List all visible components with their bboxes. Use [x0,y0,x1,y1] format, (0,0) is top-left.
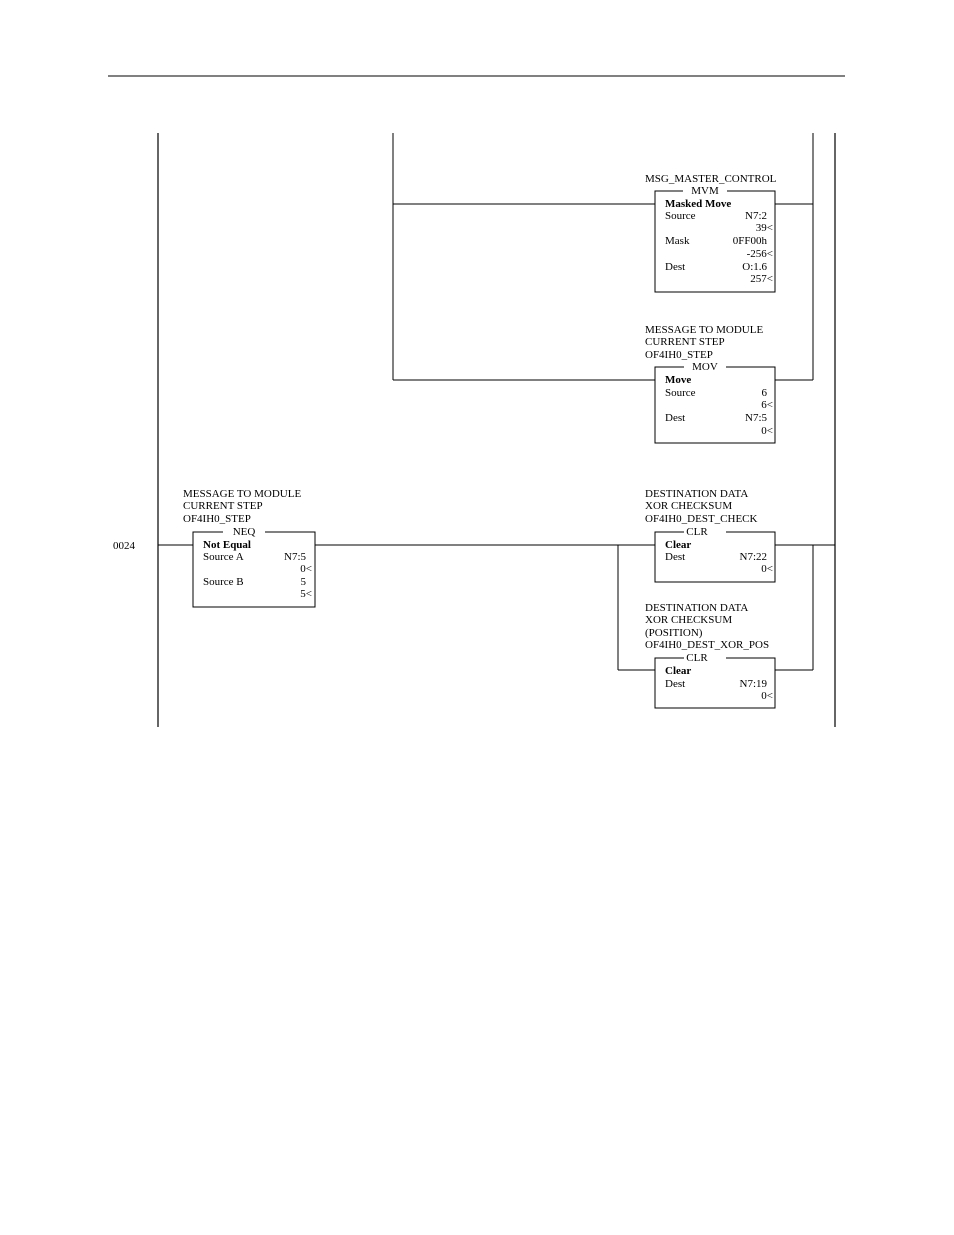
mvm-dest-address: O:1.6 [742,261,767,273]
clr2-description-line-2: XOR CHECKSUM [645,614,733,626]
clr2-dest-address: N7:19 [739,678,767,690]
mov-source-label: Source [665,387,696,399]
clr2-mnemonic: CLR [686,652,708,664]
clr1-dest-value: 0< [761,563,773,575]
mvm-instruction-block[interactable] [645,173,777,292]
neq-mnemonic: NEQ [232,526,256,538]
rung-number: 0024 [113,540,135,552]
clr1-description-line-2: XOR CHECKSUM [645,500,733,512]
neq-tag: OF4IH0_STEP [183,513,251,525]
mvm-mask-value: -256< [746,248,773,260]
mov-dest-address: N7:5 [745,412,767,424]
clr1-mnemonic: CLR [686,526,708,538]
mvm-mask-address: 0FF00h [732,235,767,247]
mov-description-line-2: CURRENT STEP [645,336,725,348]
mov-source-value: 6< [761,399,773,411]
neq-source-a-value: 0< [300,563,312,575]
mov-dest-label: Dest [665,412,686,424]
mov-dest-value: 0< [761,425,773,437]
neq-source-b-label: Source B [203,576,244,588]
clr-dest-check-block[interactable] [645,488,775,582]
mvm-dest-label: Dest [665,261,686,273]
neq-title: Not Equal [203,539,251,551]
neq-source-a-address: N7:5 [284,551,306,563]
mov-title: Move [665,374,692,386]
mov-tag: OF4IH0_STEP [645,349,713,361]
neq-description-line-1: MESSAGE TO MODULE [183,488,302,500]
mov-source-address: 6 [761,387,767,399]
clr1-description-line-1: DESTINATION DATA [645,488,749,500]
clr1-dest-label: Dest [665,551,686,563]
mov-instruction-block[interactable] [645,324,775,443]
mvm-mnemonic: MVM [691,185,719,197]
neq-instruction-block[interactable] [183,488,315,607]
mov-mnemonic: MOV [692,361,718,373]
clr2-description-line-3: (POSITION) [645,627,703,639]
mvm-source-value: 39< [755,222,773,234]
clr1-tag: OF4IH0_DEST_CHECK [645,513,758,525]
clr2-title: Clear [665,665,692,677]
clr1-dest-address: N7:22 [739,551,767,563]
clr2-description-line-1: DESTINATION DATA [645,602,749,614]
clr1-title: Clear [665,539,692,551]
mvm-source-address: N7:2 [745,210,767,222]
mov-description-line-1: MESSAGE TO MODULE [645,324,764,336]
neq-description-line-2: CURRENT STEP [183,500,263,512]
mvm-source-label: Source [665,210,696,222]
mvm-dest-value: 257< [750,273,773,285]
mvm-mask-label: Mask [665,235,690,247]
clr2-tag: OF4IH0_DEST_XOR_POS [645,639,770,651]
neq-source-b-value: 5< [300,588,312,600]
mvm-tag: MSG_MASTER_CONTROL [645,173,777,185]
clr2-dest-label: Dest [665,678,686,690]
neq-source-a-label: Source A [203,551,244,563]
mvm-title: Masked Move [665,198,732,210]
clr2-dest-value: 0< [761,690,773,702]
neq-source-b-address: 5 [300,576,306,588]
clr-dest-xor-pos-block[interactable] [645,602,775,708]
